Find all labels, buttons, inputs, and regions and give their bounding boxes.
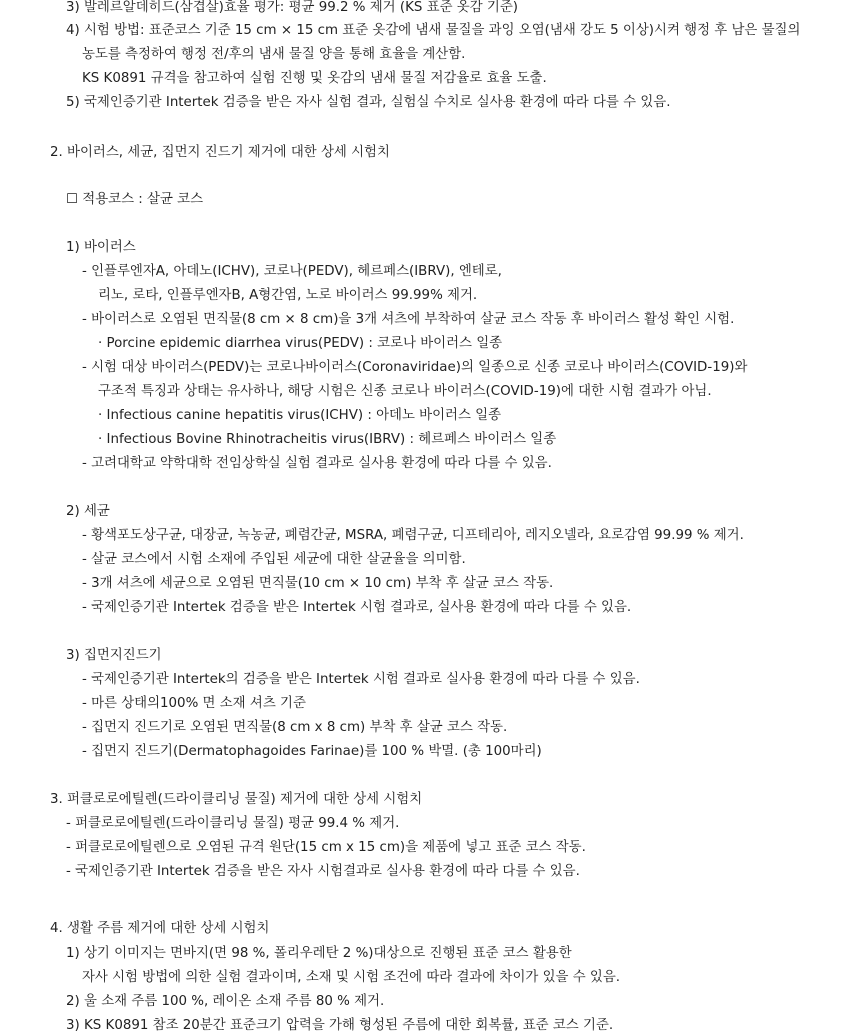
bacteria-b1: - 황색포도상구균, 대장균, 녹농균, 폐렴간균, MSRA, 폐렴구균, 디프테리아, 레지오넬라, 요로감염 99.99 % 제거. xyxy=(82,528,744,543)
s1-item3: 3) 발레르알데히드(삼겹살)효율 평가: 평균 99.2 % 제거 (KS 표준 옷감 기준) xyxy=(66,0,518,15)
bacteria-b2: - 살균 코스에서 시험 소재에 주입된 세균에 대한 살균율을 의미함. xyxy=(82,552,466,567)
s4-item1-line2: 자사 시험 방법에 의한 실험 결과이며, 소재 및 시험 조건에 따라 결과에 차이가 있을 수 있음. xyxy=(82,970,621,985)
mites-b4: - 집먼지 진드기(Dermatophagoides Farinae)를 100 % 박멸. (총 100마리) xyxy=(82,744,542,759)
s3-b2: - 퍼클로로에틸렌으로 오염된 규격 원단(15 cm x 15 cm)을 제품에 넣고 표준 코스 작동. xyxy=(66,840,586,855)
virus-b3-sub2: · Infectious Bovine Rhinotracheitis virus(IBRV) : 헤르페스 바이러스 일종 xyxy=(98,432,557,447)
virus-b3-line2: 구조적 특징과 상태는 유사하나, 해당 시험은 신종 코로나 바이러스(COVID-19)에 대한 시험 결과가 아님. xyxy=(98,384,712,399)
s1-item4-line3: KS K0891 규격을 참고하여 실험 진행 및 옷감의 냄새 물질 저감율로 효율 도출. xyxy=(82,71,547,86)
s4-item3: 3) KS K0891 참조 20분간 표준크기 압력을 가해 형성된 주름에 대한 회복률, 표준 코스 기준. xyxy=(66,1018,614,1033)
virus-b2-sub: · Porcine epidemic diarrhea virus(PEDV) : 코로나 바이러스 일종 xyxy=(98,336,503,351)
s3-b1: - 퍼클로로에틸렌(드라이클리닝 물질) 평균 99.4 % 제거. xyxy=(66,816,400,831)
mites-b1: - 국제인증기관 Intertek의 검증을 받은 Intertek 시험 결과로 실사용 환경에 따라 다를 수 있음. xyxy=(82,672,640,687)
virus-title: 1) 바이러스 xyxy=(66,240,136,255)
section4-heading: 4. 생활 주름 제거에 대한 상세 시험치 xyxy=(50,921,270,936)
s1-item4-line1: 4) 시험 방법: 표준코스 기준 15 cm × 15 cm 표준 옷감에 냄새 물질을 과잉 오염(냄새 강도 5 이상)시켜 행정 후 남은 물질의 xyxy=(66,23,801,38)
virus-b1-line2: 리노, 로타, 인플루엔자B, A형간염, 노로 바이러스 99.99% 제거. xyxy=(98,288,478,303)
virus-b3-sub1: · Infectious canine hepatitis virus(ICHV) : 아데노 바이러스 일종 xyxy=(98,408,502,423)
virus-b2: - 바이러스로 오염된 면직물(8 cm × 8 cm)을 3개 셔츠에 부착하여 살균 코스 작동 후 바이러스 활성 확인 시험. xyxy=(82,312,735,327)
course-label: ☐ 적용코스 : 살균 코스 xyxy=(66,192,204,207)
s3-b3: - 국제인증기관 Intertek 검증을 받은 자사 시험결과로 실사용 환경에 따라 다를 수 있음. xyxy=(66,864,580,879)
mites-b3: - 집먼지 진드기로 오염된 면직물(8 cm x 8 cm) 부착 후 살균 코스 작동. xyxy=(82,720,508,735)
mites-title: 3) 집먼지진드기 xyxy=(66,648,162,663)
bacteria-b3: - 3개 셔츠에 세균으로 오염된 면직물(10 cm × 10 cm) 부착 후 살균 코스 작동. xyxy=(82,576,554,591)
mites-b2: - 마른 상태의100% 면 소재 셔츠 기준 xyxy=(82,696,306,711)
section3-heading: 3. 퍼클로로에틸렌(드라이클리닝 물질) 제거에 대한 상세 시험치 xyxy=(50,792,423,807)
bacteria-b4: - 국제인증기관 Intertek 검증을 받은 Intertek 시험 결과로, 실사용 환경에 따라 다를 수 있음. xyxy=(82,600,632,615)
virus-b4: - 고려대학교 약학대학 전임상학실 실험 결과로 실사용 환경에 따라 다를 수 있음. xyxy=(82,456,552,471)
s1-item4-line2: 농도를 측정하여 행정 전/후의 냄새 물질 양을 통해 효율을 계산함. xyxy=(82,47,466,62)
virus-b1-line1: - 인플루엔자A, 아데노(ICHV), 코로나(PEDV), 헤르페스(IBRV), 엔테로, xyxy=(82,264,502,279)
s4-item1-line1: 1) 상기 이미지는 면바지(면 98 %, 폴리우레탄 2 %)대상으로 진행된 표준 코스 활용한 xyxy=(66,946,572,961)
section2-heading: 2. 바이러스, 세균, 집먼지 진드기 제거에 대한 상세 시험치 xyxy=(50,145,390,160)
bacteria-title: 2) 세균 xyxy=(66,504,110,519)
s1-item5: 5) 국제인증기관 Intertek 검증을 받은 자사 실험 결과, 실험실 수치로 실사용 환경에 따라 다를 수 있음. xyxy=(66,95,671,110)
virus-b3-line1: - 시험 대상 바이러스(PEDV)는 코로나바이러스(Coronaviridae)의 일종으로 신종 코로나 바이러스(COVID-19)와 xyxy=(82,360,748,375)
s4-item2: 2) 울 소재 주름 100 %, 레이온 소재 주름 80 % 제거. xyxy=(66,994,385,1009)
